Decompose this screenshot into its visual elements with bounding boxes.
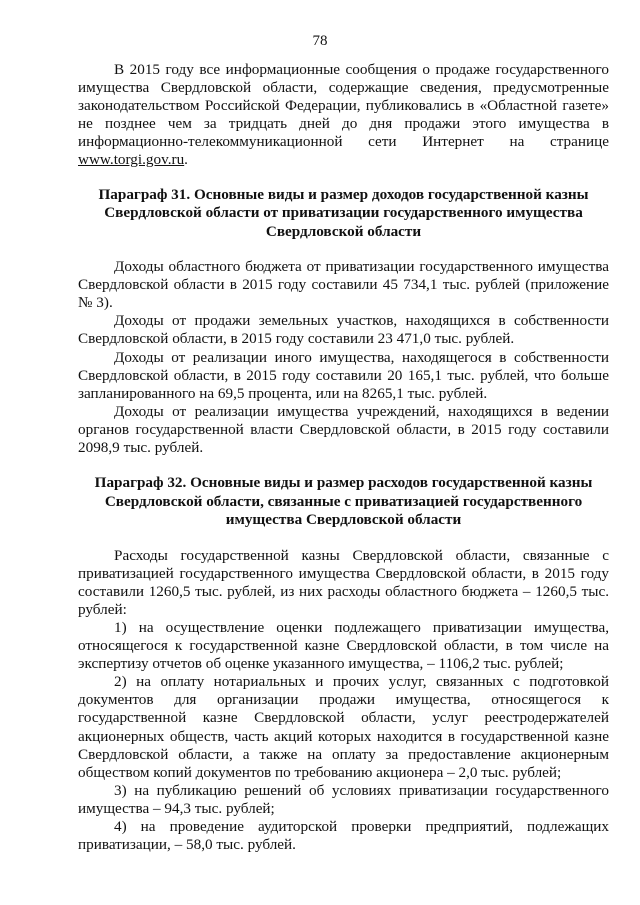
section-31-paragraph: Доходы от продажи земельных участков, находящихся в собственности Свердловской области, в 2015 году составили 23 471,0 тыс. рублей. bbox=[78, 312, 609, 348]
section-31-paragraph: Доходы областного бюджета от приватизации государственного имущества Свердловской области в 2015 году составили 45 734,1 тыс. рублей (приложение № 3). bbox=[78, 258, 609, 312]
page-number: 78 bbox=[312, 33, 328, 49]
section-31-title: Параграф 31. Основные виды и размер доходов государственной казны Свердловской области от приватизации государственного имущества Свердловской области bbox=[98, 185, 589, 240]
section-31-paragraph: Доходы от реализации иного имущества, находящегося в собственности Свердловской области, в 2015 году составили 20 165,1 тыс. рублей, что больше запланированного на 69,5 процента, или на 8265,1 тыс. рублей. bbox=[78, 348, 609, 402]
intro-text: В 2015 году все информационные сообщения о продаже государственного имущества Свердловской области, содержащие сведения, предусмотренные законодательством Российской Федерации, публиковались в «Областной газете» не позднее чем за тридцать дней до дня продажи этого имущества в информационно-телекоммуникационной сети Интернет на странице bbox=[78, 61, 609, 151]
section-32-list-item: 2) на оплату нотариальных и прочих услуг, связанных с подготовкой документов для организации продажи имущества, относящегося к государственной казне Свердловской области, услуг реестродержателей акционерных обществ, часть акций которых находится в государственной казне Свердловской области, а также на оплату за предоставление акционерным обществом копий документов по требованию акционера – 2,0 тыс. рублей; bbox=[78, 673, 609, 781]
section-32-list-item: 3) на публикацию решений об условиях приватизации государственного имущества – 94,3 тыс. рублей; bbox=[78, 781, 609, 817]
document-body bbox=[78, 61, 609, 854]
section-32-paragraph: Расходы государственной казны Свердловской области, связанные с приватизацией государственного имущества Свердловской области, в 2015 году составили 1260,5 тыс. рублей, из них расходы областного бюджета – 1260,5 тыс. рублей: bbox=[78, 546, 609, 618]
section-32-list-item: 1) на осуществление оценки подлежащего приватизации имущества, относящегося к государственной казне Свердловской области, в том числе на экспертизу отчетов об оценке указанного имущества, – 1106,2 тыс. рублей; bbox=[78, 618, 609, 673]
section-32-title: Параграф 32. Основные виды и размер расходов государственной казны Свердловской области, связанные с приватизацией государственного имущества Свердловской области bbox=[94, 474, 593, 529]
intro-paragraph bbox=[78, 61, 609, 170]
section-32-list-item: 4) на проведение аудиторской проверки предприятий, подлежащих приватизации, – 58,0 тыс. рублей. bbox=[78, 818, 609, 854]
torgi-link[interactable]: www.torgi.gov.ru bbox=[78, 151, 185, 169]
intro-tail: . bbox=[184, 151, 188, 169]
section-31-paragraph: Доходы от реализации имущества учреждений, находящихся в ведении органов государственной власти Свердловской области, в 2015 году составили 2098,9 тыс. рублей. bbox=[78, 402, 609, 456]
